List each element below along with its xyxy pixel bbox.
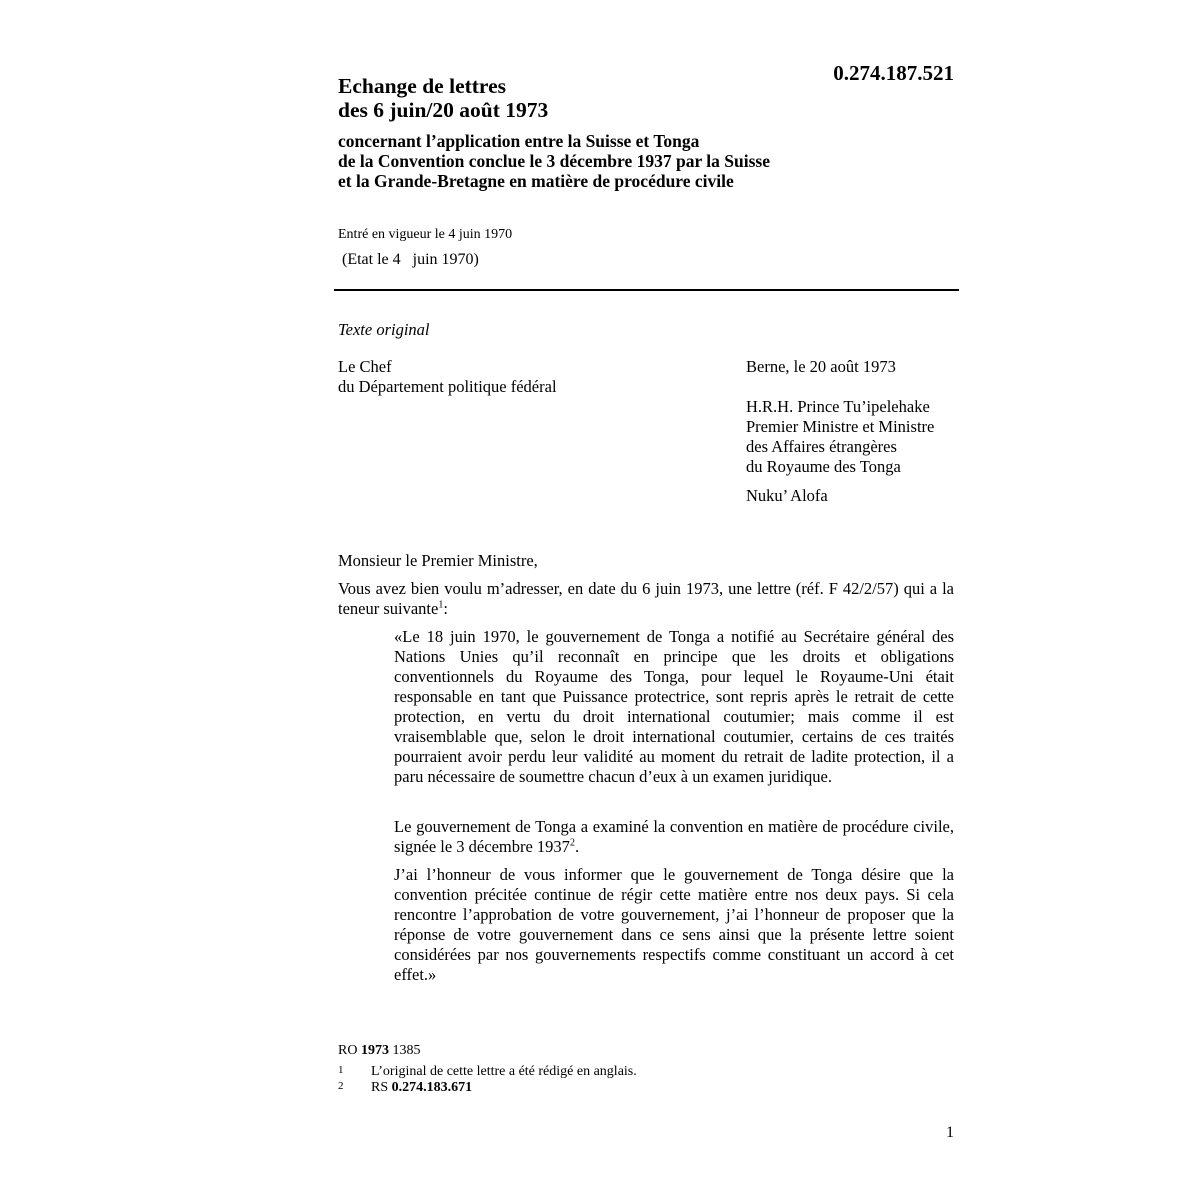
quote-paragraph: «Le 18 juin 1970, le gouvernement de Tonga a notifié au Secrétaire général des Nations Unies qu’il reconnaît en principe que les droits et obligations conventionnels du Royaume des Tonga, pour lequel le Royaume-Uni était responsable en tant que Puissance protectrice, sont repris après le retrait de cette protection, en vertu du droit international coutumier; mais comme il est vraisemblable que, selon le droit international coutumier, certains de ces traités pourraient avoir perdu leur validité au moment du retrait de ladite protection, il a paru nécessaire de soumettre chacun d’eux à un examen juridique. (394, 627, 954, 786)
footnote-prefix: RS (371, 1080, 392, 1095)
ro-reference (338, 1043, 420, 1059)
quote-paragraph (394, 817, 954, 857)
header-divider (334, 289, 959, 291)
footnote-number: 1 (338, 1064, 344, 1076)
sender-block (338, 357, 557, 397)
footnote-1 (338, 1064, 637, 1080)
place-date: Berne, le 20 août 1973 (746, 357, 896, 376)
title-line: des 6 juin/20 août 1973 (338, 98, 549, 122)
quote-text: Le gouvernement de Tonga a examiné la convention en matière de procédure civile, signée le 3 décembre 1937 (394, 817, 954, 856)
footnote-number: 2 (338, 1080, 344, 1092)
quote-end: . (574, 837, 580, 856)
subtitle-line: concernant l’application entre la Suisse et Tonga (338, 131, 700, 151)
recipient-city: Nuku’ Alofa (746, 486, 828, 505)
sender-line: Le Chef (338, 357, 392, 376)
document-subtitle (338, 131, 770, 191)
footnote-2 (338, 1080, 472, 1096)
subtitle-line: et la Grande-Bretagne en matière de procédure civile (338, 171, 734, 191)
document-title (338, 74, 548, 122)
salutation: Monsieur le Premier Ministre, (338, 551, 538, 570)
recipient-line: Premier Ministre et Ministre (746, 417, 935, 436)
recipient-line: du Royaume des Tonga (746, 457, 901, 476)
intro-text: Vous avez bien voulu m’adresser, en date du 6 juin 1973, une lettre (réf. F 42/2/57) qui a la teneur suivante (338, 579, 954, 618)
ro-prefix: RO (338, 1043, 361, 1058)
original-text-label: Texte original (338, 320, 430, 339)
footnote-text: L’original de cette lettre a été rédigé en anglais. (371, 1064, 637, 1079)
recipient-block (746, 397, 934, 477)
ro-page: 1385 (388, 1043, 421, 1058)
footnote-link[interactable]: 0.274.183.671 (391, 1080, 473, 1095)
sender-line: du Département politique fédéral (338, 377, 557, 396)
title-line: Echange de lettres (338, 74, 506, 98)
quote-paragraph: J’ai l’honneur de vous informer que le gouvernement de Tonga désire que la convention précitée continue de régir cette matière entre nos deux pays. Si cela rencontre l’approbation de votre gouvernement, j’ai l’honneur de proposer que la réponse de votre gouvernement dans ce sens ainsi que la présente lettre soient considérées par nos gouvernements respectifs comme constituant un accord à cet effet.» (394, 865, 954, 984)
state-date: (Etat le 4 juin 1970) (338, 251, 479, 268)
footnote-ref-1[interactable]: 1 (438, 599, 444, 611)
recipient-line: des Affaires étrangères (746, 437, 897, 456)
intro-paragraph (338, 579, 954, 619)
subtitle-line: de la Convention conclue le 3 décembre 1937 par la Suisse (338, 151, 770, 171)
intro-end: : (443, 599, 448, 618)
sr-number: 0.274.187.521 (833, 61, 954, 85)
entry-into-force: Entré en vigueur le 4 juin 1970 (338, 227, 513, 242)
footnote-ref-2[interactable]: 2 (569, 837, 575, 849)
page-number: 1 (946, 1124, 954, 1141)
recipient-line: H.R.H. Prince Tu’ipelehake (746, 397, 930, 416)
ro-year: 1973 (360, 1043, 389, 1058)
